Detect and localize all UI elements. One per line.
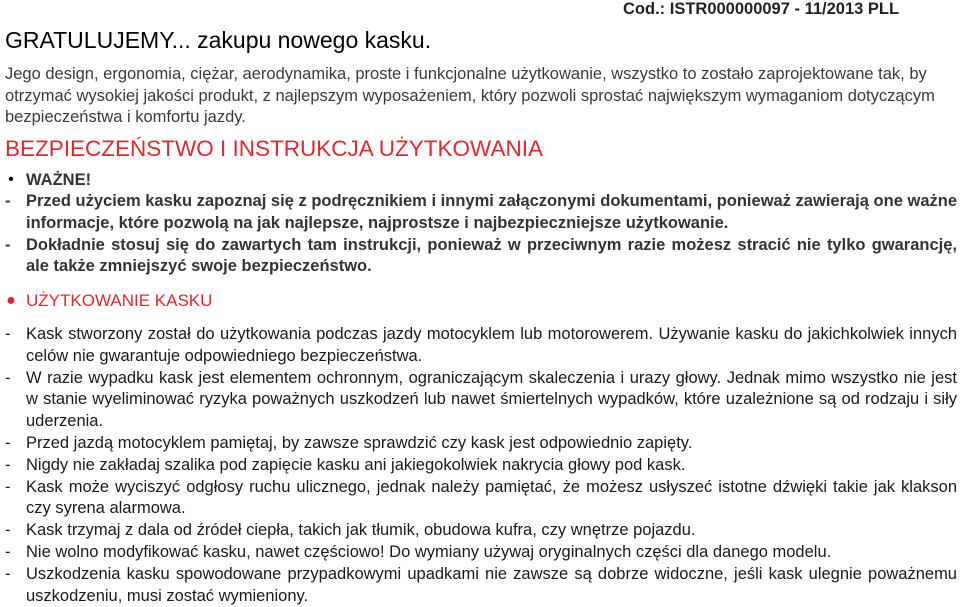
intro-paragraph: Jego design, ergonomia, ciężar, aerodynamika, proste i funkcjonalne użytkowanie, wszystko to zostało zaprojektowane tak, by otrzymać wysokiej jakości produkt, z najlepszym wyposażeniem, który pozwoli sprostać największym wymaganiom dotyczącym bezpieczeństwa i komfortu jazdy. [5,65,935,126]
important-bullet-row [5,169,957,191]
usage-item-8 [5,564,957,607]
dash-marker: - [5,477,11,496]
important-section [5,169,957,278]
usage-item-text: Nie wolno modyfikować kasku, nawet częściowo! Do wymiany używaj oryginalnych części dla danego modelu. [26,542,832,561]
usage-item-1 [5,324,957,368]
bullet-dot-icon: • [8,171,14,188]
dash-marker: - [5,455,11,474]
usage-bullet-row [5,290,957,312]
usage-item-text: Przed jazdą motocyklem pamiętaj, by zawsze sprawdzić czy kask jest odpowiednio zapięty. [26,433,693,452]
usage-item-4 [5,455,957,477]
important-item-text: Dokładnie stosuj się do zawartych tam instrukcji, ponieważ w przeciwnym razie możesz stracić nie tylko gwarancję, ale także zmniejszyć swoje bezpieczeństwo. [26,235,957,276]
important-item-text: Przed użyciem kasku zapoznaj się z podręcznikiem i innymi załączonymi dokumentami, ponieważ zawierają one ważne informacje, które pozwolą na jak najlepsze, najprostsze i najbezpieczniejsze użytkowanie. [26,192,957,232]
usage-item-text: Nigdy nie zakładaj szalika pod zapięcie kasku ani jakiegokolwiek nakrycia głowy pod kask. [26,455,686,474]
important-item-2 [5,235,957,279]
dash-marker: - [5,192,11,210]
usage-item-7 [5,542,957,564]
important-label: WAŻNE! [26,171,92,189]
dash-marker: - [5,325,11,343]
dash-marker: - [5,564,11,583]
dash-marker: - [5,235,11,254]
dash-marker: - [5,433,11,452]
usage-label: UŻYTKOWANIE KASKU [26,291,213,310]
important-item-1 [5,191,957,235]
document-code: Cod.: ISTR000000097 - 11/2013 PLL [623,0,900,18]
page-title: GRATULUJEMY... zakupu nowego kasku. [5,27,432,53]
usage-item-text: W razie wypadku kask jest elementem ochronnym, ograniczającym skaleczenia i urazy głowy. Jednak mimo wszystko nie jest w stanie wyeliminować ryzyka poważnych uszkodzeń lub nawet śmiertelnych wypadków, które uzależnione są od rodzaju i siły uderzenia. [26,368,957,431]
usage-item-5 [5,477,957,521]
dash-marker: - [5,542,11,561]
usage-item-2 [5,368,957,433]
usage-item-text: Kask może wyciszyć odgłosy ruchu ulicznego, jednak należy pamiętać, że możesz usłyszeć istotne dźwięki takie jak klakson czy syrena alarmowa. [26,477,957,518]
safety-heading: BEZPIECZEŃSTWO I INSTRUKCJA UŻYTKOWANIA [5,136,543,161]
bullet-dot-icon: ● [6,292,16,309]
usage-item-text: Uszkodzenia kasku spowodowane przypadkowymi upadkami nie zawsze są dobrze widoczne, jeśli kask ulegnie poważnemu uszkodzeniu, musi zostać wymieniony. [26,564,957,605]
dash-marker: - [5,368,11,387]
usage-item-3 [5,433,957,455]
usage-section [5,290,957,607]
usage-item-text: Kask trzymaj z dala od źródeł ciepła, takich jak tłumik, obudowa kufra, czy wnętrze pojazdu. [26,521,696,540]
usage-item-6 [5,520,957,542]
dash-marker: - [5,521,11,540]
usage-item-text: Kask stworzony został do użytkowania podczas jazdy motocyklem lub motorowerem. Używanie kasku do jakichkolwiek innych celów nie gwarantuje odpowiedniego bezpieczeństwa. [26,325,957,365]
